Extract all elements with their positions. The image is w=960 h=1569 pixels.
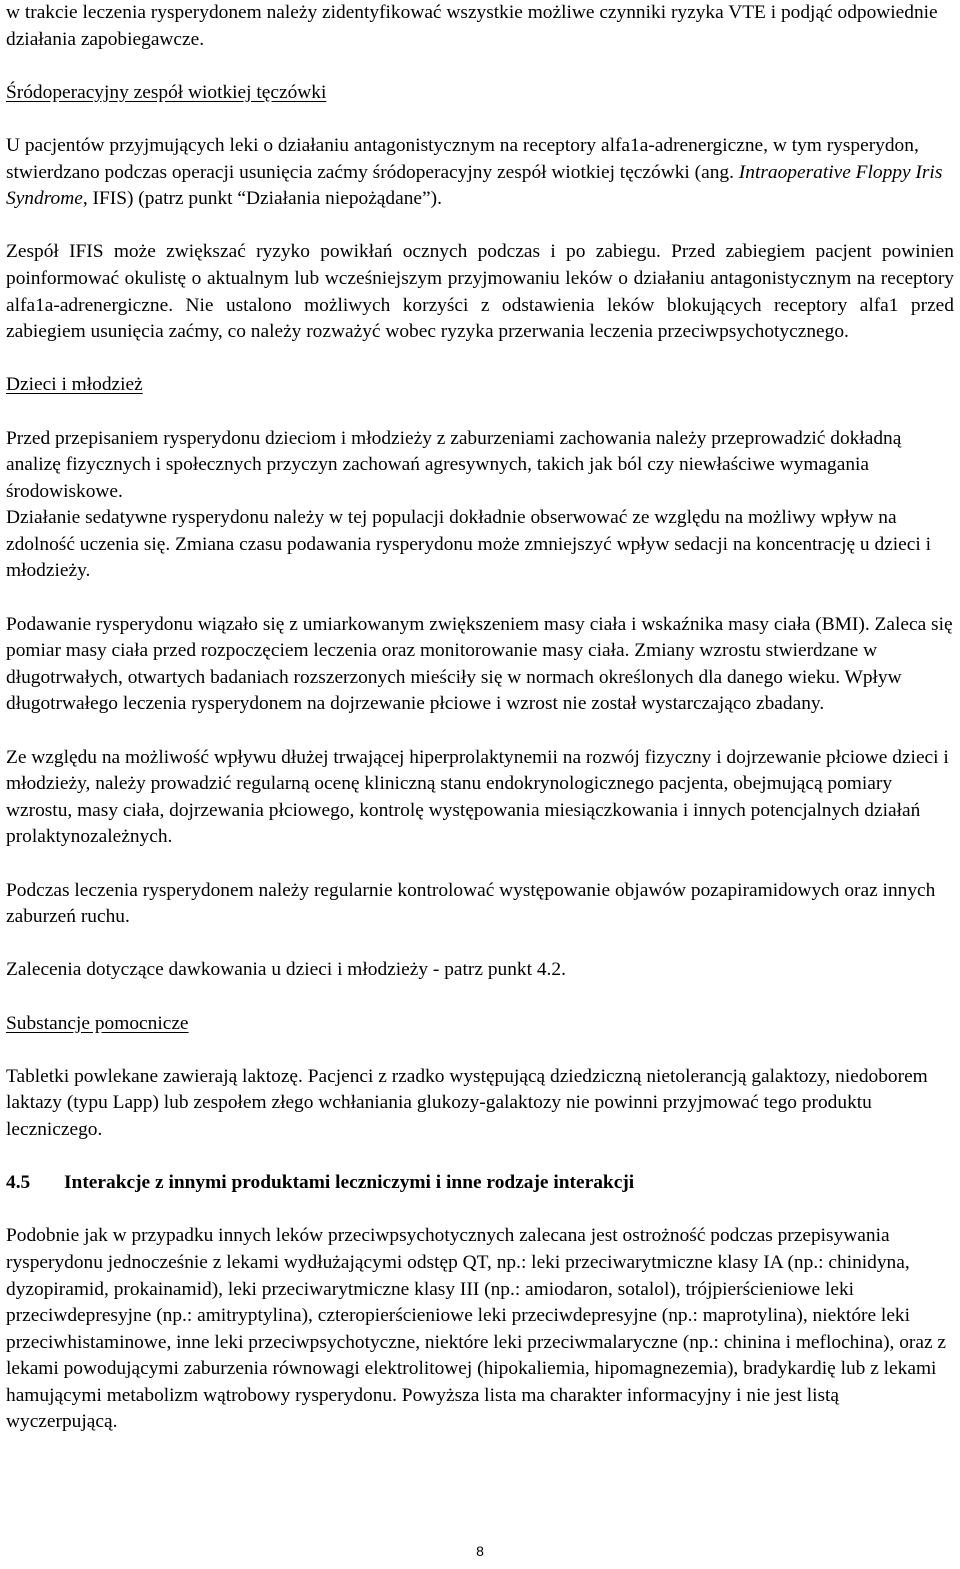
page-number: 8 [476,1543,484,1559]
paragraph-children-2: Działanie sedatywne rysperydonu należy w tej populacji dokładnie obserwować ze względu na możliwy wpływ na zdolność uczenia się. Zmiana czasu podawania rysperydonu może zmniejszyć wpływ sedacji na koncentrację u dzieci i młodzieży. [6,507,931,582]
subheading-ifis: Śródoperacyjny zespół wiotkiej tęczówki [6,81,327,103]
section-title: Interakcje z innymi produktami leczniczymi i inne rodzaje interakcji [64,1172,635,1194]
paragraph-ifis-1-text-a: U pacjentów przyjmujących leki o działaniu antagonistycznym na receptory alfa1a-adrenergiczne, w tym rysperydon, stwierdzano podczas operacji usunięcia zaćmy śródoperacyjny zespół wiotkiej tęczówki (ang. [6,134,919,183]
paragraph-ifis-1-text-b: , IFIS) (patrz punkt “Działania niepożądane”). [82,188,442,210]
section-heading-4-5 [6,1170,954,1197]
paragraph-children-5: Podczas leczenia rysperydonem należy regularnie kontrolować występowanie objawów pozapiramidowych oraz innych zaburzeń ruchu. [6,879,936,928]
paragraph-excipients: Tabletki powlekane zawierają laktozę. Pacjenci z rzadko występującą dziedziczną nietolerancją galaktozy, niedoborem laktazy (typu Lapp) lub zespołem złego wchłaniania glukozy-galaktozy nie powinni przyjmować tego produktu leczniczego. [6,1065,928,1140]
paragraph-ifis-1-italic: Intraoperative Floppy Iris Syndrome [6,161,943,210]
paragraph-children-4: Ze względu na możliwość wpływu dłużej trwającej hiperprolaktynemii na rozwój fizyczny i dojrzewanie płciowe dzieci i młodzieży, należy prowadzić regularną ocenę kliniczną stanu endokrynologicznego pacjenta, obejmującą pomiary wzrostu, masy ciała, dojrzewania płciowego, kontrolę występowania miesiączkowania i innych potencjalnych działań prolaktynozależnych. [6,746,949,848]
paragraph-interactions: Podobnie jak w przypadku innych leków przeciwpsychotycznych zalecana jest ostrożność podczas przepisywania rysperydonu jednocześnie z lekami wydłużającymi odstęp QT, np.: leki przeciwarytmiczne klasy IA (np.: chinidyna, dyzopiramid, prokainamid), leki przeciwarytmiczne klasy III (np.: amiodaron, sotalol), trójpierścieniowe leki przeciwdepresyjne (np.: amitryptylina), czteropierścieniowe leki przeciwdepresyjne (np.: maprotylina), niektóre leki przeciwhistaminowe, inne leki przeciwpsychotyczne, niektóre leki przeciwmalaryczne (np.: chinina i meflochina), oraz z lekami powodującymi zaburzenia równowagi elektrolitowej (hipokaliemia, hipomagnezemia), bradykardię lub z lekami hamującymi metabolizm wątrobowy rysperydonu. Powyższa lista ma charakter informacyjny i nie jest listą wyczerpującą. [6,1225,947,1433]
subheading-excipients: Substancje pomocnicze [6,1012,189,1034]
document-page [6,0,954,1463]
paragraph-children-1: Przed przepisaniem rysperydonu dzieciom i młodzieży z zaburzeniami zachowania należy przeprowadzić dokładną analizę fizycznych i społecznych przyczyn zachowań agresywnych, takich jak ból czy niewłaściwe wymagania środowiskowe. [6,427,902,502]
paragraph-ifis-1 [6,133,954,213]
paragraph-children-3: Podawanie rysperydonu wiązało się z umiarkowanym zwiększeniem masy ciała i wskaźnika masy ciała (BMI). Zaleca się pomiar masy ciała przed rozpoczęciem leczenia oraz monitorowanie masy ciała. Zmiany wzrostu stwierdzane w długotrwałych, otwartych badaniach rozszerzonych mieściły się w normach określonych dla danego wieku. Wpływ długotrwałego leczenia rysperydonem na dojrzewanie płciowe i wzrost nie został wystarczająco zbadany. [6,613,953,715]
subheading-children: Dzieci i młodzież [6,374,143,396]
section-number: 4.5 [6,1172,31,1194]
paragraph-children-6: Zalecenia dotyczące dawkowania u dzieci i młodzieży - patrz punkt 4.2. [6,959,566,981]
paragraph-vte: w trakcie leczenia rysperydonem należy zidentyfikować wszystkie możliwe czynniki ryzyka VTE i podjąć odpowiednie działania zapobiegawcze. [6,2,938,50]
paragraph-ifis-2: Zespół IFIS może zwiększać ryzyko powikłań ocznych podczas i po zabiegu. Przed zabiegiem pacjent powinien poinformować okulistę o aktualnym lub wcześniejszym przyjmowaniu leków o działaniu antagonistycznym na receptory alfa1a-adrenergiczne. Nie ustalono możliwych korzyści z odstawienia leków blokujących receptory alfa1 przed zabiegiem usunięcia zaćmy, co należy rozważyć wobec ryzyka przerwania leczenia przeciwpsychotycznego. [6,241,954,343]
